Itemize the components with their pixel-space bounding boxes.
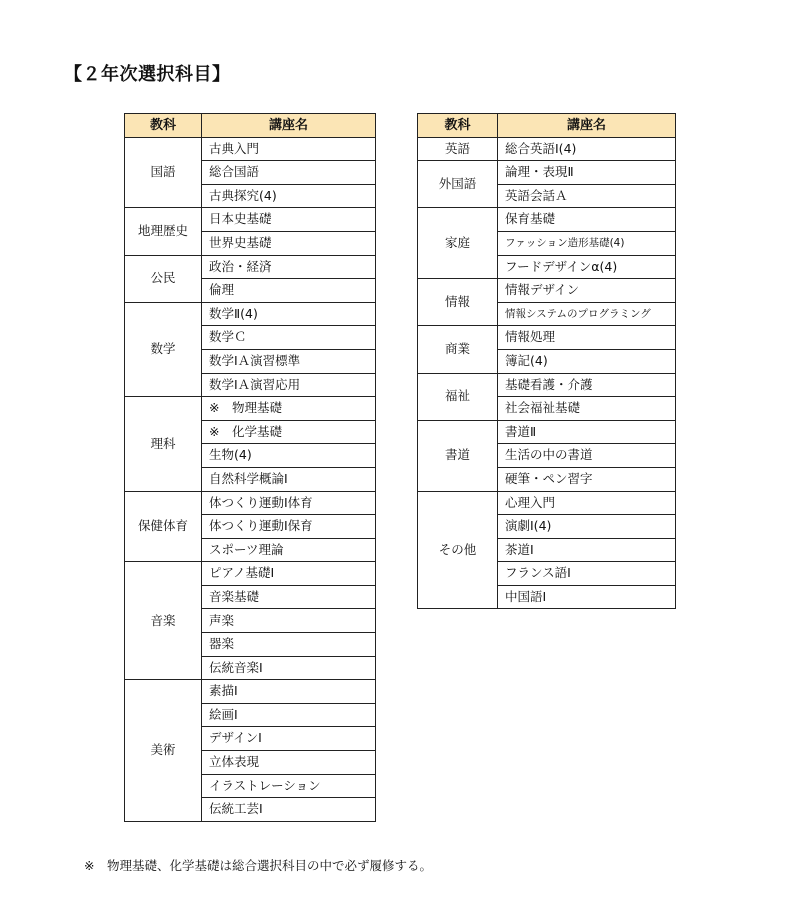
subject-cell: 国語	[125, 137, 202, 208]
course-cell: 硬筆・ペン習字	[498, 467, 676, 491]
subject-cell: 英語	[418, 137, 498, 161]
course-header: 講座名	[498, 114, 676, 138]
course-cell: 数学Ⅱ(4)	[202, 302, 376, 326]
table-row	[418, 279, 676, 303]
subject-cell: その他	[418, 491, 498, 609]
course-cell: 心理入門	[498, 491, 676, 515]
footnote: ※ 物理基礎、化学基礎は総合選択科目の中で必ず履修する。	[84, 858, 432, 873]
course-cell: 自然科学概論Ⅰ	[202, 467, 376, 491]
left-course-table	[124, 113, 376, 822]
table-row	[125, 491, 376, 515]
table-row	[418, 326, 676, 350]
right-course-table	[417, 113, 676, 609]
course-cell: フランス語Ⅰ	[498, 562, 676, 586]
table-row	[418, 373, 676, 397]
course-cell: 生物(4)	[202, 444, 376, 468]
subject-cell: 理科	[125, 397, 202, 491]
course-cell: 伝統音楽Ⅰ	[202, 656, 376, 680]
course-cell: 保育基礎	[498, 208, 676, 232]
table-row	[125, 137, 376, 161]
table-row	[418, 208, 676, 232]
course-cell: 英語会話Ａ	[498, 184, 676, 208]
course-cell: 立体表現	[202, 751, 376, 775]
table-row	[125, 255, 376, 279]
course-cell: 基礎看護・介護	[498, 373, 676, 397]
course-cell: 生活の中の書道	[498, 444, 676, 468]
course-cell: 情報デザイン	[498, 279, 676, 303]
course-cell: 数学ⅠＡ演習応用	[202, 373, 376, 397]
table-header-row	[418, 114, 676, 138]
course-cell: 古典探究(4)	[202, 184, 376, 208]
subject-cell: 情報	[418, 279, 498, 326]
course-cell: 素描Ⅰ	[202, 680, 376, 704]
table-header-row	[125, 114, 376, 138]
course-cell: 中国語Ⅰ	[498, 585, 676, 609]
subject-cell: 商業	[418, 326, 498, 373]
course-cell: 数学Ｃ	[202, 326, 376, 350]
course-cell: 古典入門	[202, 137, 376, 161]
subject-cell: 地理歴史	[125, 208, 202, 255]
course-cell: 音楽基礎	[202, 585, 376, 609]
course-cell: 論理・表現Ⅱ	[498, 161, 676, 185]
subject-cell: 数学	[125, 302, 202, 396]
course-cell: 伝統工芸Ⅰ	[202, 798, 376, 822]
subject-cell: 書道	[418, 420, 498, 491]
course-cell: フードデザインα(4)	[498, 255, 676, 279]
table-row	[125, 302, 376, 326]
subject-header: 教科	[125, 114, 202, 138]
subject-cell: 保健体育	[125, 491, 202, 562]
table-row	[418, 420, 676, 444]
course-cell: ピアノ基礎Ⅰ	[202, 562, 376, 586]
course-cell: デザインⅠ	[202, 727, 376, 751]
course-cell: スポーツ理論	[202, 538, 376, 562]
table-row	[125, 397, 376, 421]
course-cell: 器楽	[202, 633, 376, 657]
course-cell: 総合英語Ⅰ(4)	[498, 137, 676, 161]
subject-cell: 美術	[125, 680, 202, 822]
course-cell: 世界史基礎	[202, 231, 376, 255]
course-cell: 倫理	[202, 279, 376, 303]
subject-cell: 音楽	[125, 562, 202, 680]
table-row	[125, 680, 376, 704]
course-cell: 情報処理	[498, 326, 676, 350]
course-cell: 体つくり運動Ⅰ体育	[202, 491, 376, 515]
course-cell: ※ 化学基礎	[202, 420, 376, 444]
course-cell: 絵画Ⅰ	[202, 703, 376, 727]
table-row	[125, 208, 376, 232]
course-cell: 声楽	[202, 609, 376, 633]
course-cell: イラストレーション	[202, 774, 376, 798]
course-cell: 茶道Ⅰ	[498, 538, 676, 562]
course-cell: 日本史基礎	[202, 208, 376, 232]
table-row	[418, 137, 676, 161]
course-cell: 体つくり運動Ⅰ保育	[202, 515, 376, 539]
subject-cell: 家庭	[418, 208, 498, 279]
page-title: 【２年次選択科目】	[64, 64, 231, 85]
course-cell: 演劇Ⅰ(4)	[498, 515, 676, 539]
course-cell: 数学ⅠＡ演習標準	[202, 349, 376, 373]
course-cell: 情報システムのプログラミング	[498, 302, 676, 326]
course-cell: 総合国語	[202, 161, 376, 185]
subject-cell: 外国語	[418, 161, 498, 208]
course-cell: 社会福祉基礎	[498, 397, 676, 421]
course-cell: ファッション造形基礎(4)	[498, 231, 676, 255]
table-row	[125, 562, 376, 586]
course-cell: 政治・経済	[202, 255, 376, 279]
table-row	[418, 161, 676, 185]
course-cell: 書道Ⅱ	[498, 420, 676, 444]
subject-cell: 公民	[125, 255, 202, 302]
course-cell: ※ 物理基礎	[202, 397, 376, 421]
subject-header: 教科	[418, 114, 498, 138]
course-cell: 簿記(4)	[498, 349, 676, 373]
subject-cell: 福祉	[418, 373, 498, 420]
course-header: 講座名	[202, 114, 376, 138]
table-row	[418, 491, 676, 515]
